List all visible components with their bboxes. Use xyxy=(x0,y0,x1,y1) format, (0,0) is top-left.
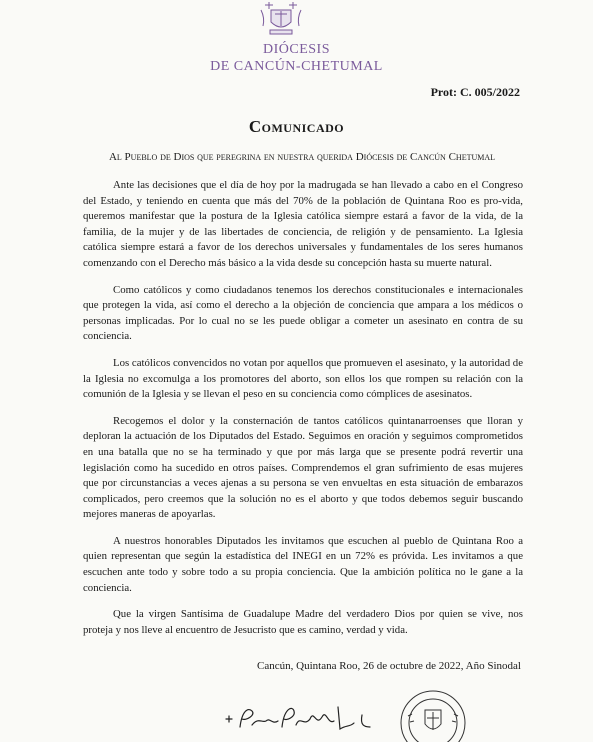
paragraph: Recogemos el dolor y la consternación de tantos católicos quintanarroenses que lloran y deploran la actuación de los Diputados del Estado. Seguimos en oración y seguimos comprometidos en una batalla que no se ha terminado y que por más larga que se presente podrá revertir una legislación como ha sucedido en otros países. Comprendemos el gran sufrimiento de esas mujeres que por circunstancias a veces ajenas a su persona se ven envueltas en esta situación de embarazos complicados, pero creemos que la solución no es el aborto y que todos debemos seguir buscando mejores maneras de apoyarlas. xyxy=(83,414,523,521)
diocese-name-line1: DIÓCESIS xyxy=(262,42,330,57)
addressee-line: Al Pueblo de Dios que peregrina en nuestra querida Diócesis de Cancún Chetumal xyxy=(108,151,496,163)
paragraph: Que la virgen Santísima de Guadalupe Madre del verdadero Dios por quien se vive, nos proteja y nos lleve al encuentro de Jesucristo que es camino, verdad y vida. xyxy=(83,608,523,636)
handwritten-signature-icon xyxy=(222,697,382,742)
place-date-line: Cancún, Quintana Roo, 26 de octubre de 2022, Año Sinodal xyxy=(257,660,521,672)
document-title: Comunicado xyxy=(248,117,345,136)
paragraph: Ante las decisiones que el día de hoy por la madrugada se han llevado a cabo en el Congreso del Estado, y teniendo en cuenta que más del 70% de la población de Quintana Roo es pro-vida, queremos manifestar que la postura de la Iglesia católica siempre estará a favor de la vida, de la familia, de la mujer y de las libertades de conciencia, de religión y de pensamiento. La Iglesia católica siempre estará a favor de los derechos universales y fundamentales de los seres humanos comenzando con el Derecho más básico a la vida desde su concepción hasta su muerte natural. xyxy=(83,179,523,269)
paragraph: A nuestros honorables Diputados les invitamos que escuchen al pueblo de Quintana Roo a quien representan que según la estadística del INEGI en un 72% es próvida. Les invitamos a que escuchen ante todo y sobre todo a su propia conciencia. Que la ambición política no le gane a la conciencia. xyxy=(83,534,523,594)
episcopal-crest-icon xyxy=(253,0,309,36)
diocese-name-line2: DE CANCÚN-CHETUMAL xyxy=(210,59,383,74)
paragraph: Los católicos convencidos no votan por aquellos que promueven el asesinato, y la autoridad de la Iglesia no excomulga a los promotores del aborto, son ellos los que rompen su relación con la comunión de la Iglesia y se llevan el peso en su conciencia como cómplices de asesinatos. xyxy=(83,356,523,401)
paragraph: Como católicos y como ciudadanos tenemos los derechos constitucionales e internacionales que protegen la vida, así como el derecho a la objeción de conciencia que ampara a los médicos o personas implicadas. Por lo cual no se les puede obligar a cometer un asesinato en contra de su conciencia. xyxy=(83,283,523,343)
communique-body xyxy=(83,178,523,649)
protocol-number: Prot: C. 005/2022 xyxy=(430,85,520,99)
diocesan-seal-icon xyxy=(398,688,468,742)
